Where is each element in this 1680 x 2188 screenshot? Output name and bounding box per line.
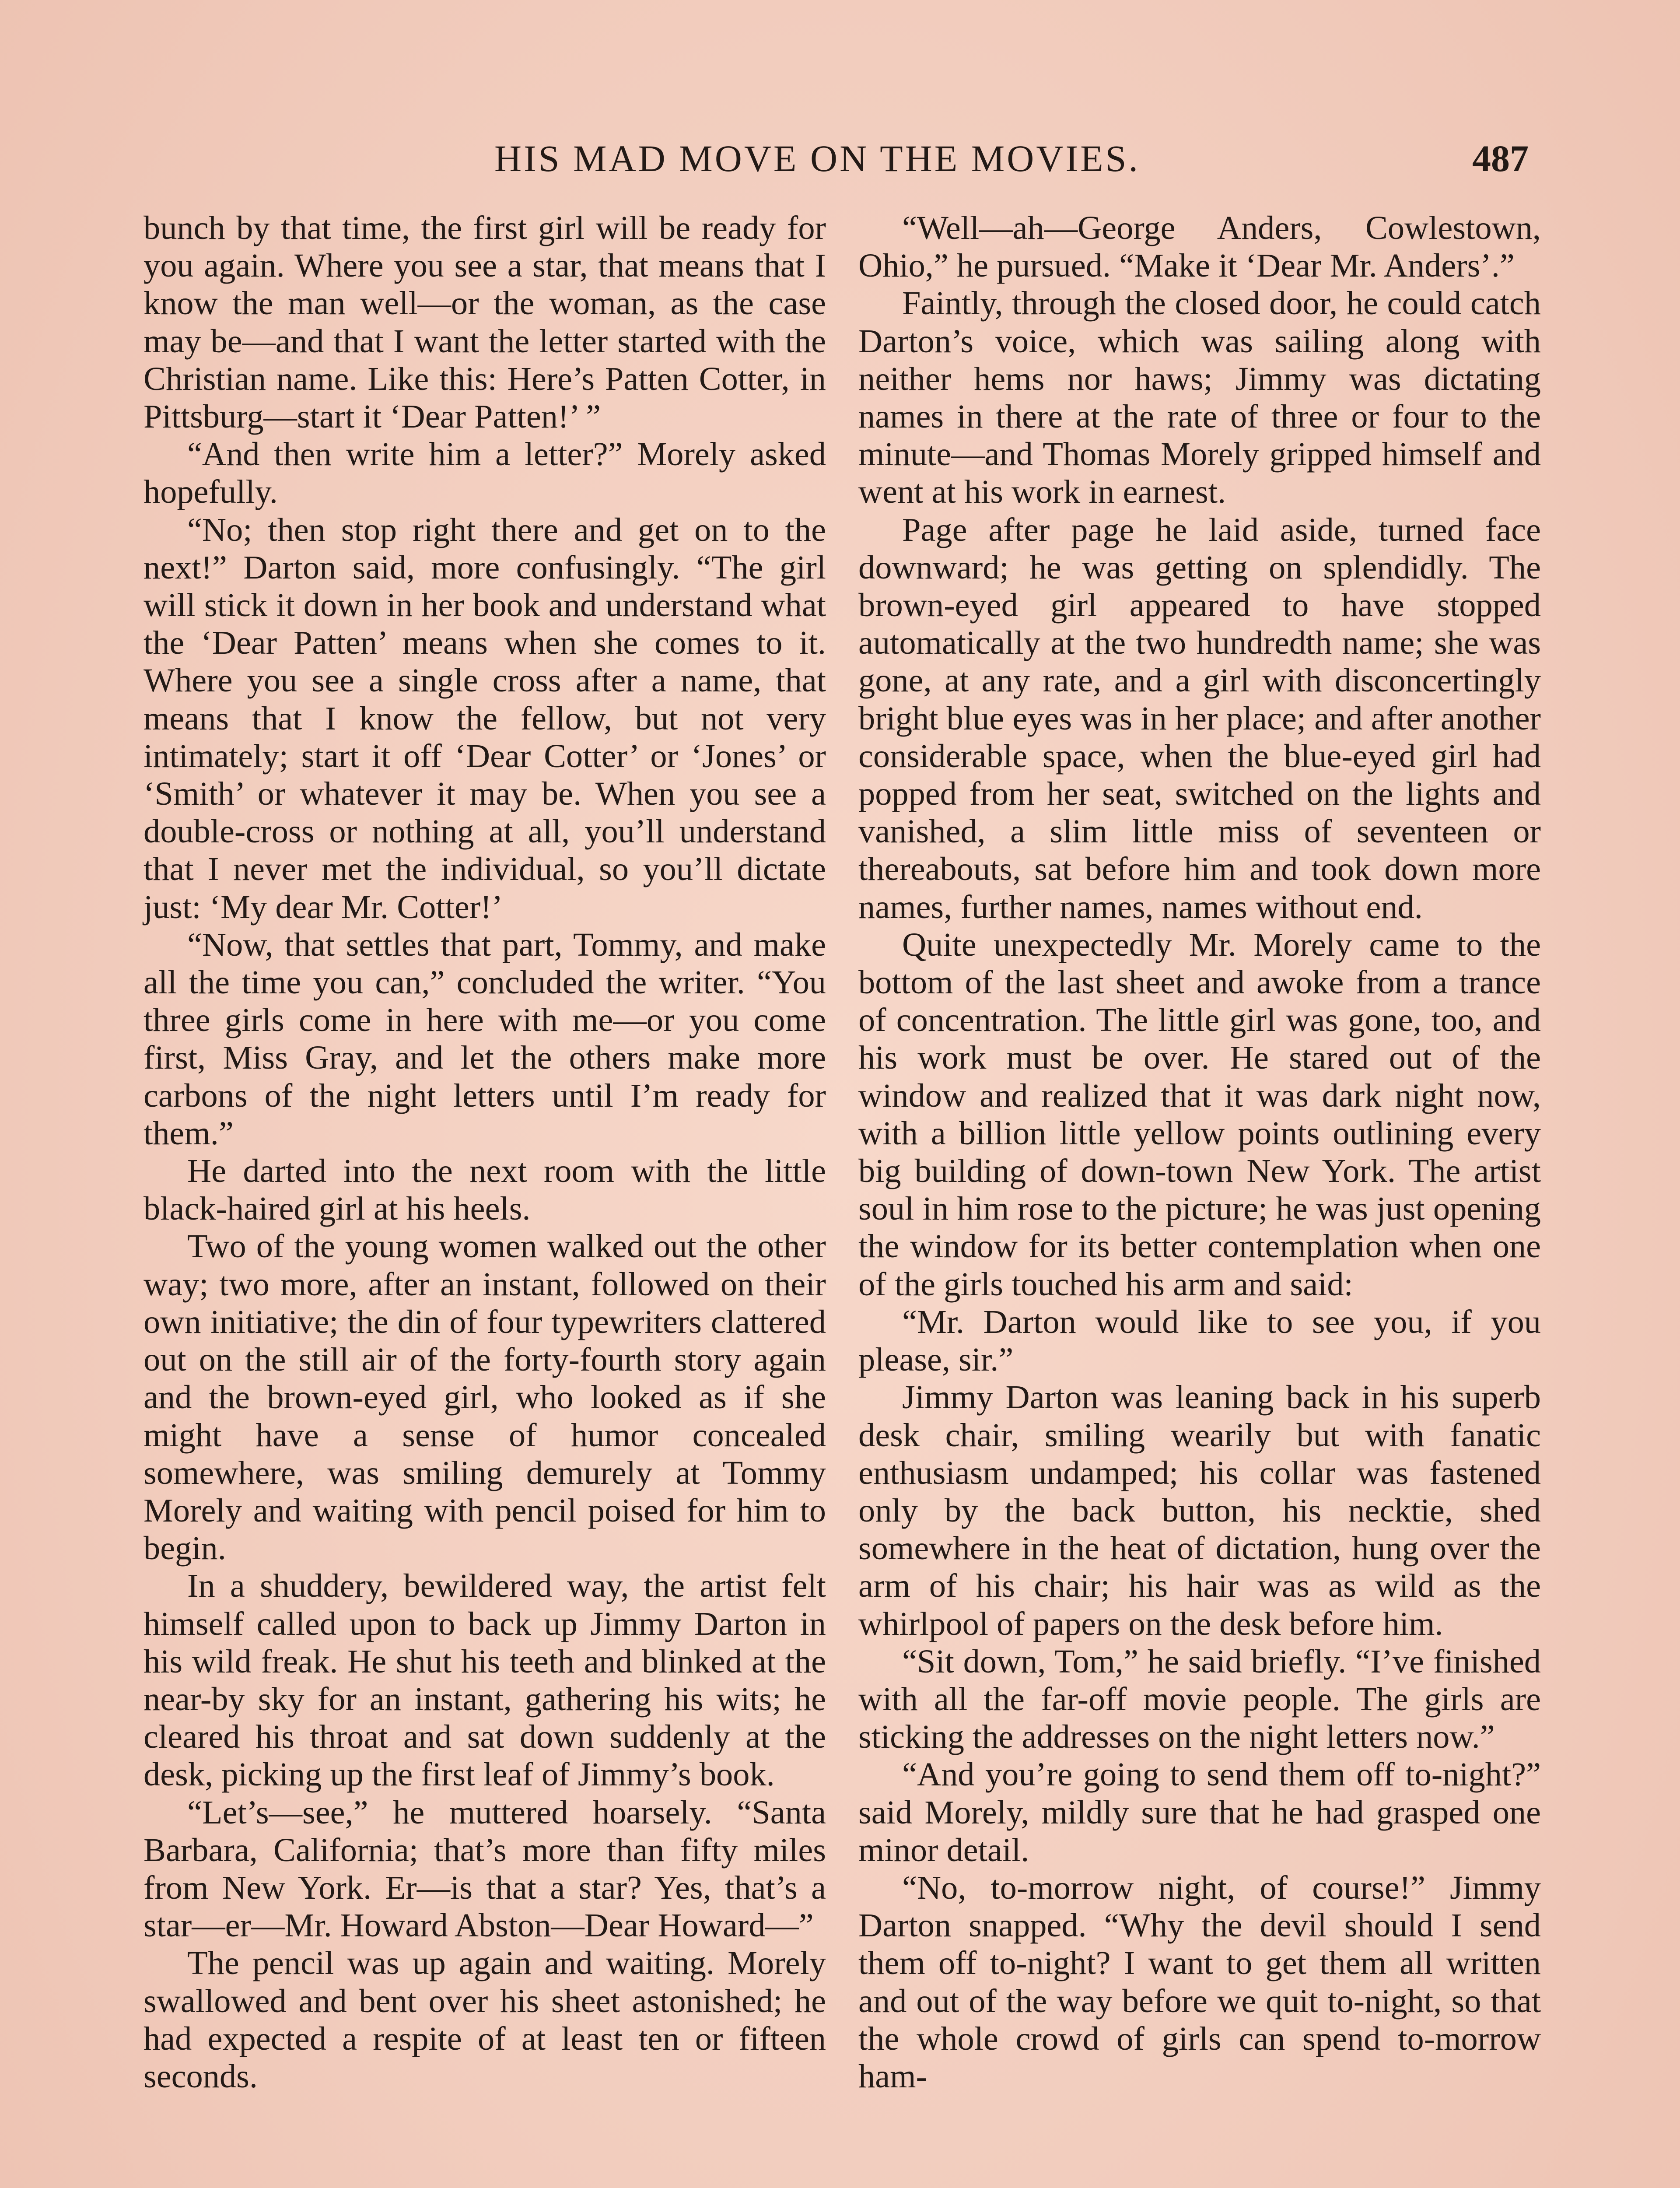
paragraph: “Mr. Darton would like to see you, if you please, sir.”: [858, 1303, 1541, 1378]
right-text-column: [858, 209, 1541, 2095]
paragraph: “No; then stop right there and get on to the next!” Darton said, more confusingly. “The girl will stick it down in her book and understand what the ‘Dear Patten’ means when she comes to it. Where you see a single cross after a name, that means that I know the fellow, but not very intimately; start it off ‘Dear Cotter’ or ‘Jones’ or ‘Smith’ or whatever it may be. When you see a double-cross or nothing at all, you’ll understand that I never met the individual, so you’ll dictate just: ‘My dear Mr. Cotter!’: [144, 511, 826, 926]
paragraph: Page after page he laid aside, turned face downward; he was getting on splendidly. The brown-eyed girl appeared to have stopped automatically at the two hundredth name; she was gone, at any rate, and a girl with disconcertingly bright blue eyes was in her place; and after another considerable space, when the blue-eyed girl had popped from her seat, switched on the lights and vanished, a slim little miss of seventeen or thereabouts, sat before him and took down more names, further names, names without end.: [858, 511, 1541, 926]
paragraph: “Well—ah—George Anders, Cowlestown, Ohio,” he pursued. “Make it ‘Dear Mr. Anders’.”: [858, 209, 1541, 284]
paragraph: “Sit down, Tom,” he said briefly. “I’ve finished with all the far-off movie people. The girls are sticking the addresses on the night letters now.”: [858, 1642, 1541, 1756]
paragraph: “Let’s—see,” he muttered hoarsely. “Santa Barbara, California; that’s more than fifty miles from New York. Er—is that a star? Yes, that’s a star—er—Mr. Howard Abston—Dear Howard—”: [144, 1793, 826, 1944]
paragraph: “Now, that settles that part, Tommy, and make all the time you can,” concluded the writer. “You three girls come in here with me—or you come first, Miss Gray, and let the others make more carbons of the night letters until I’m ready for them.”: [144, 926, 826, 1152]
paragraph: The pencil was up again and waiting. Morely swallowed and bent over his sheet astonished; he had expected a respite of at least ten or fifteen seconds.: [144, 1944, 826, 2095]
paragraph: In a shuddery, bewildered way, the artist felt himself called upon to back up Jimmy Darton in his wild freak. He shut his teeth and blinked at the near-by sky for an instant, gathering his wits; he cleared his throat and sat down suddenly at the desk, picking up the first leaf of Jimmy’s book.: [144, 1567, 826, 1793]
paragraph: Two of the young women walked out the other way; two more, after an instant, followed on their own initiative; the din of four typewriters clattered out on the still air of the forty-fourth story again and the brown-eyed girl, who looked as if she might have a sense of humor concealed somewhere, was smiling demurely at Tommy Morely and waiting with pencil poised for him to begin.: [144, 1227, 826, 1567]
left-text-column: [144, 209, 826, 2095]
paragraph: “And you’re going to send them off to-night?” said Morely, mildly sure that he had grasped one minor detail.: [858, 1756, 1541, 1869]
page-number: 487: [1472, 137, 1529, 179]
paragraph: “No, to-morrow night, of course!” Jimmy Darton snapped. “Why the devil should I send them off to-night? I want to get them all written and out of the way before we quit to-night, so that the whole crowd of girls can spend to-morrow ham-: [858, 1869, 1541, 2095]
running-header: [0, 128, 1680, 189]
running-title: HIS MAD MOVE ON THE MOVIES.: [494, 137, 1140, 179]
paragraph: Quite unexpectedly Mr. Morely came to the bottom of the last sheet and awoke from a trance of concentration. The little girl was gone, too, and his work must be over. He stared out of the window and realized that it was dark night now, with a billion little yellow points outlining every big building of down-town New York. The artist soul in him rose to the picture; he was just opening the window for its better contemplation when one of the girls touched his arm and said:: [858, 926, 1541, 1303]
paragraph: He darted into the next room with the little black-haired girl at his heels.: [144, 1152, 826, 1227]
paragraph: Jimmy Darton was leaning back in his superb desk chair, smiling wearily but with fanatic enthusiasm undamped; his collar was fastened only by the back button, his necktie, shed somewhere in the heat of dictation, hung over the arm of his chair; his hair was as wild as the whirlpool of papers on the desk before him.: [858, 1378, 1541, 1642]
paragraph: Faintly, through the closed door, he could catch Darton’s voice, which was sailing along with neither hems nor haws; Jimmy was dictating names in there at the rate of three or four to the minute—and Thomas Morely gripped himself and went at his work in earnest.: [858, 284, 1541, 511]
paragraph: bunch by that time, the first girl will be ready for you again. Where you see a star, that means that I know the man well—or the woman, as the case may be—and that I want the letter started with the Christian name. Like this: Here’s Patten Cotter, in Pittsburg—start it ‘Dear Patten!’ ”: [144, 209, 826, 435]
paragraph: “And then write him a letter?” Morely asked hopefully.: [144, 435, 826, 511]
